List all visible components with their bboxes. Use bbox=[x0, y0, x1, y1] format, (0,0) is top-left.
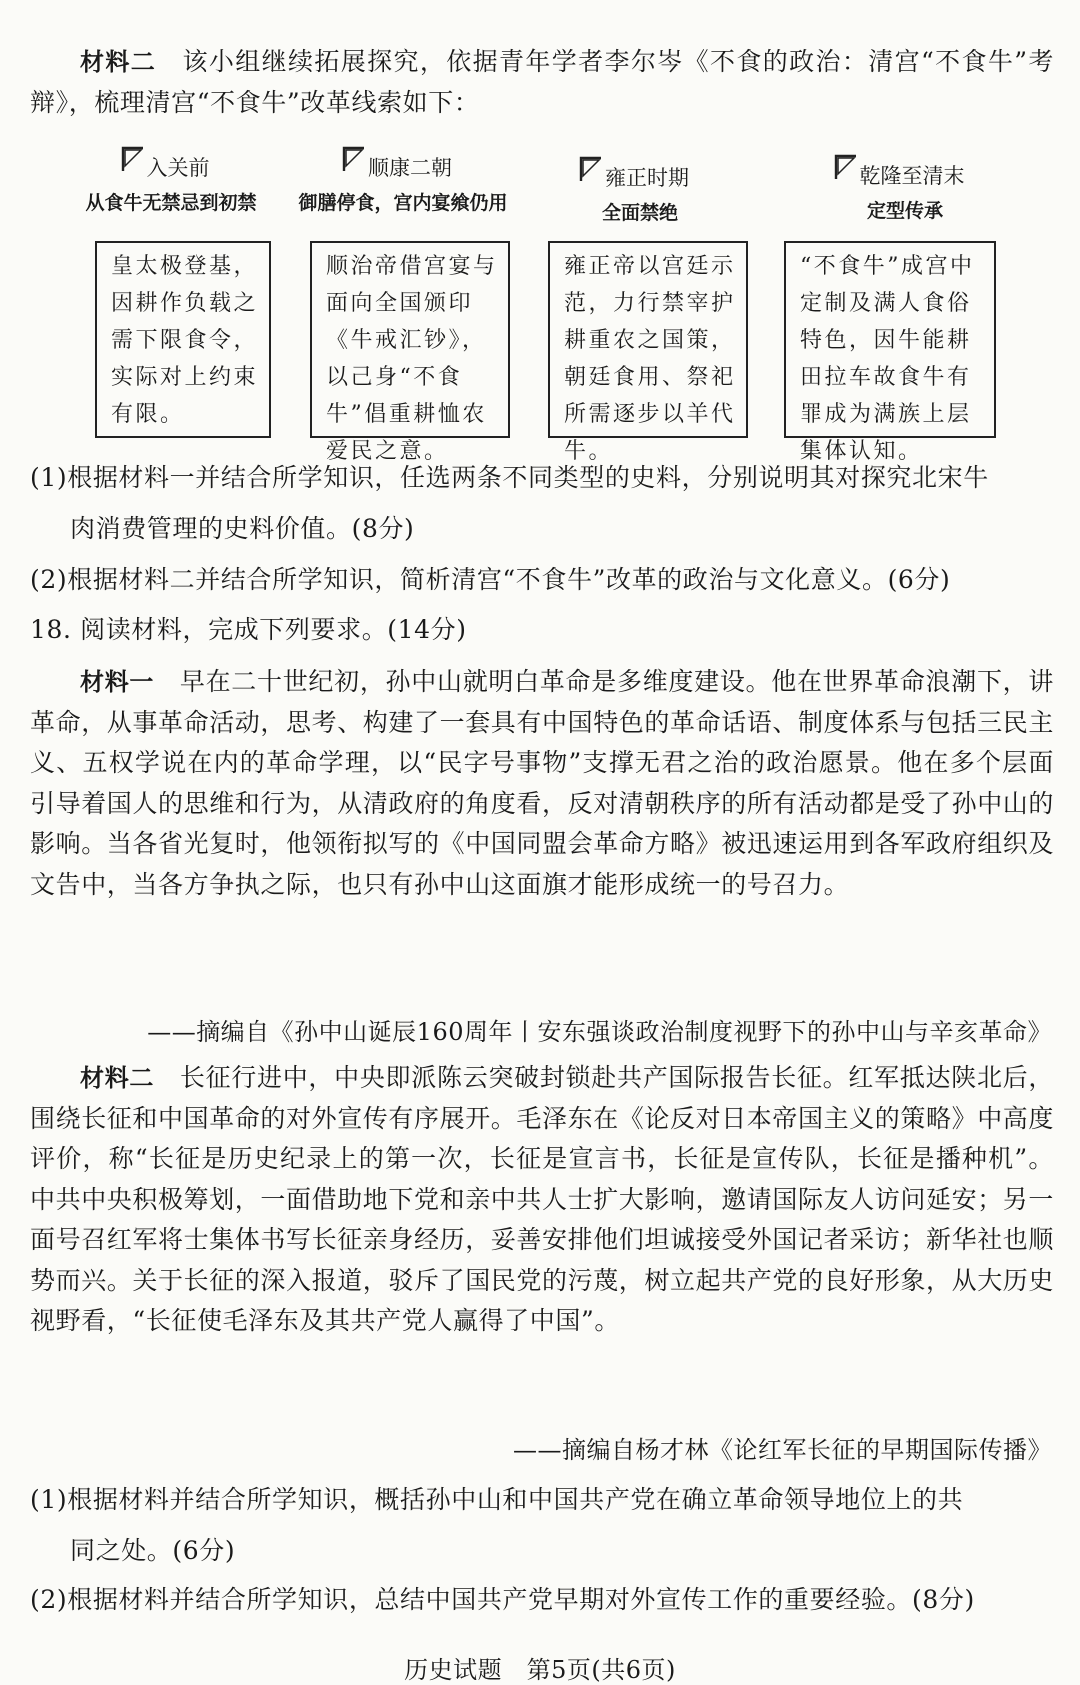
material-text: 长征行进中，中央即派陈云突破封锁赴共产国际报告长征。红军抵达陕北后，围绕长征和中国革命的对外宣传有序展开。毛泽东在《论反对日本帝国主义的策略》中高度评价，称“长征是历史纪录上的第一次，长征是宣言书，长征是宣传队，长征是播种机”。中共中央积极筹划，一面借助地下党和亲中共人士扩大影响，邀请国际友人访问延安；另一面号召红军将士集体书写长征亲身经历，妥善安排他们坦诚接受外国记者采访；新华社也顺势而兴。关于长征的深入报道，驳斥了国民党的污蔑，树立起共产党的良好形象，从大历史视野看，“长征使毛泽东及其共产党人赢得了中国”。 bbox=[30, 1063, 1055, 1335]
question-text: (1)根据材料一并结合所学知识，任选两条不同类型的史料，分别说明其对探究北宋牛 bbox=[30, 463, 989, 492]
timeline-subtitle: 御膳停食，宫内宴飨仍用 bbox=[298, 192, 508, 214]
timeline-period: 乾隆至清末 bbox=[859, 164, 965, 188]
material2-intro-paragraph bbox=[30, 42, 1054, 123]
question-text-continued: 同之处。(6分) bbox=[70, 1536, 236, 1565]
timeline-box-3: 雍正帝以宫廷示范，力行禁宰护耕重农之国策，朝廷食用、祭祀所需逐步以羊代牛。 bbox=[548, 241, 748, 438]
material-label: 材料一 bbox=[80, 668, 155, 696]
flag-icon bbox=[579, 156, 603, 182]
timeline-subtitle: 定型传承 bbox=[866, 200, 943, 222]
material2-paragraph bbox=[30, 1058, 1054, 1342]
question-17-1 bbox=[30, 452, 1054, 554]
timeline-stage-4 bbox=[810, 160, 1000, 223]
flag-icon bbox=[834, 154, 858, 180]
question-17-2: (2)根据材料二并结合所学知识，简析清宫“不食牛”改革的政治与文化意义。(6分) bbox=[30, 565, 951, 594]
timeline-subtitle: 全面禁绝 bbox=[601, 202, 678, 224]
material-text: 该小组继续拓展探究，依据青年学者李尔岑《不食的政治：清宫“不食牛”考辩》，梳理清宫“不食牛”改革线索如下： bbox=[30, 47, 1054, 117]
material1-paragraph bbox=[30, 662, 1054, 905]
timeline-stage-1 bbox=[76, 152, 266, 215]
timeline-box-1: 皇太极登基，因耕作负载之需下限食令，实际对上约束有限。 bbox=[95, 241, 271, 438]
material-text: 早在二十世纪初，孙中山就明白革命是多维度建设。他在世界革命浪潮下，讲革命，从事革命活动，思考、构建了一套具有中国特色的革命话语、制度体系与包括三民主义、五权学说在内的革命学理，以“民字号事物”支撑无君之治的政治愿景。他在多个层面引导着国人的思维和行为，从清政府的角度看，反对清朝秩序的所有活动都是受了孙中山的影响。当各省光复时，他领衔拟写的《中国同盟会革命方略》被迅速运用到各军政府组织及文告中，当各方争执之际，也只有孙中山这面旗才能形成统一的号召力。 bbox=[30, 667, 1055, 899]
question-18-heading: 18. 阅读材料，完成下列要求。(14分) bbox=[30, 615, 467, 644]
timeline-stage-2 bbox=[278, 152, 528, 215]
question-text-continued: 肉消费管理的史料价值。(8分) bbox=[70, 514, 415, 543]
material1-source: ——摘编自《孙中山诞辰160周年丨安东强谈政治制度视野下的孙中山与辛亥革命》 bbox=[147, 1018, 1052, 1046]
timeline-box-4: “不食牛”成宫中定制及满人食俗特色，因牛能耕田拉车故食牛有罪成为满族上层集体认知。 bbox=[784, 241, 996, 438]
timeline-period: 雍正时期 bbox=[605, 166, 689, 190]
timeline-period: 顺康二朝 bbox=[368, 156, 452, 180]
material-label: 材料二 bbox=[80, 48, 157, 76]
timeline-stage-3 bbox=[560, 162, 720, 225]
flag-icon bbox=[342, 146, 366, 172]
timeline-subtitle: 从食牛无禁忌到初禁 bbox=[85, 192, 257, 214]
material2-source: ——摘编自杨才林《论红军长征的早期国际传播》 bbox=[513, 1436, 1052, 1464]
question-18-2: (2)根据材料并结合所学知识，总结中国共产党早期对外宣传工作的重要经验。(8分) bbox=[30, 1585, 975, 1614]
question-18-1 bbox=[30, 1474, 1054, 1576]
material-label: 材料二 bbox=[80, 1064, 155, 1092]
timeline-box-2: 顺治帝借宫宴与面向全国颁印《牛戒汇钞》，以己身“不食牛”倡重耕恤农爱民之意。 bbox=[310, 241, 510, 438]
flag-icon bbox=[121, 146, 145, 172]
page-footer: 历史试题 第5页(共6页) bbox=[404, 1656, 676, 1684]
timeline-period: 入关前 bbox=[146, 156, 210, 180]
question-text: (1)根据材料并结合所学知识，概括孙中山和中国共产党在确立革命领导地位上的共 bbox=[30, 1485, 964, 1514]
